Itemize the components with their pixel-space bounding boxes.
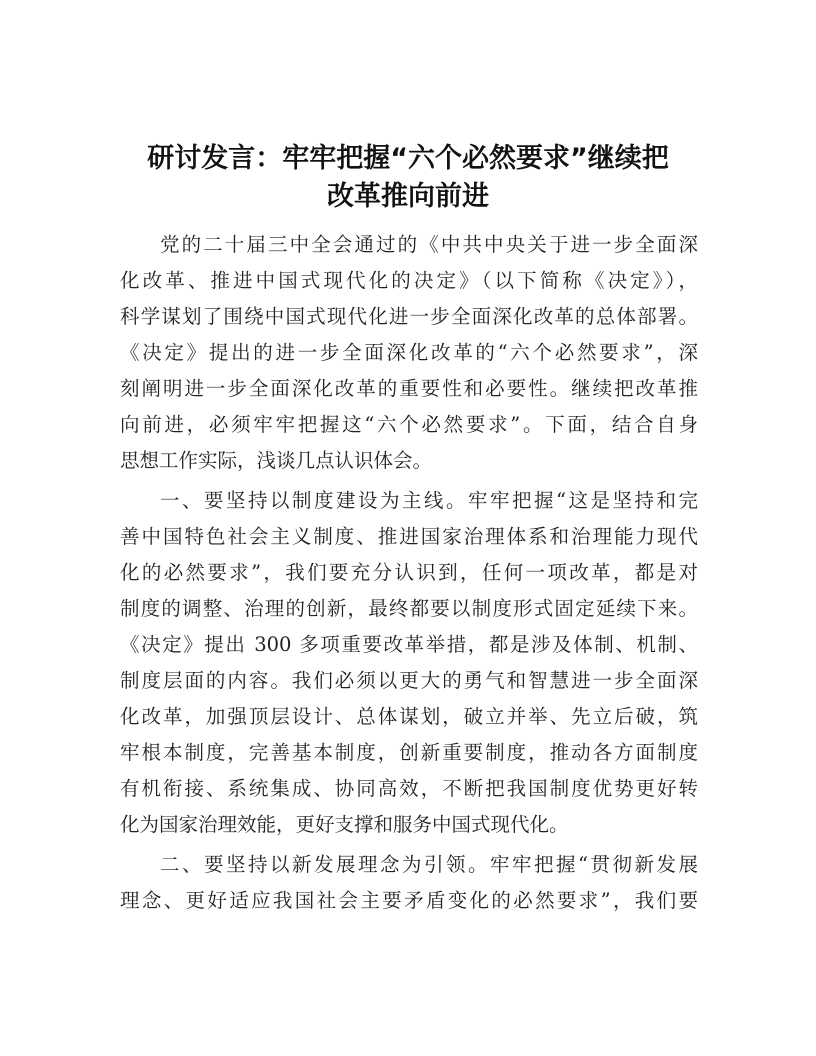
paragraph-line: 《决定》提出的进一步全面深化改革的“六个必然要求”，深: [120, 341, 698, 364]
paragraph-line: 牢根本制度，完善基本制度，创新重要制度，推动各方面制度: [120, 741, 698, 764]
paragraph-line: 有机衔接、系统集成、协同高效，不断把我国制度优势更好转: [120, 777, 698, 800]
paragraph-line: 制度的调整、治理的创新，最终都要以制度形式固定延续下来。: [120, 597, 698, 620]
paragraph-line: 化改革，加强顶层设计、总体谋划，破立并举、先立后破，筑: [120, 705, 698, 728]
paragraph-line: 二、要坚持以新发展理念为引领。牢牢把握“贯彻新发展: [160, 853, 698, 876]
title-line-1: 研讨发言：牢牢把握“六个必然要求”继续把: [147, 143, 669, 174]
document-body: [120, 227, 698, 923]
paragraph-intro: [120, 227, 698, 479]
paragraph-line: 党的二十届三中全会通过的《中共中央关于进一步全面深: [160, 233, 698, 256]
paragraph-line: 《决定》提出 300 多项重要改革举措，都是涉及体制、机制、: [120, 633, 698, 656]
paragraph-line: 思想工作实际，浅谈几点认识体会。: [120, 449, 433, 472]
paragraph-line: 化为国家治理效能，更好支撑和服务中国式现代化。: [120, 813, 569, 836]
paragraph-line: 理念、更好适应我国社会主要矛盾变化的必然要求”，我们要: [120, 889, 698, 912]
paragraph-point-one: [120, 483, 698, 843]
paragraph-line: 制度层面的内容。我们必须以更大的勇气和智慧进一步全面深: [120, 669, 698, 692]
paragraph-line: 刻阐明进一步全面深化改革的重要性和必要性。继续把改革推: [120, 377, 698, 400]
document-title: [100, 140, 716, 216]
paragraph-line: 化改革、推进中国式现代化的决定》（以下简称《决定》），: [120, 269, 698, 292]
paragraph-line: 科学谋划了围绕中国式现代化进一步全面深化改革的总体部署。: [120, 305, 698, 328]
paragraph-line: 一、要坚持以制度建设为主线。牢牢把握“这是坚持和完: [160, 489, 698, 512]
title-line-2: 改革推向前进: [327, 181, 489, 212]
paragraph-point-two: [120, 847, 698, 919]
paragraph-line: 善中国特色社会主义制度、推进国家治理体系和治理能力现代: [120, 525, 698, 548]
paragraph-line: 向前进，必须牢牢把握这“六个必然要求”。下面，结合自身: [120, 413, 698, 436]
paragraph-line: 化的必然要求”，我们要充分认识到，任何一项改革，都是对: [120, 561, 698, 584]
